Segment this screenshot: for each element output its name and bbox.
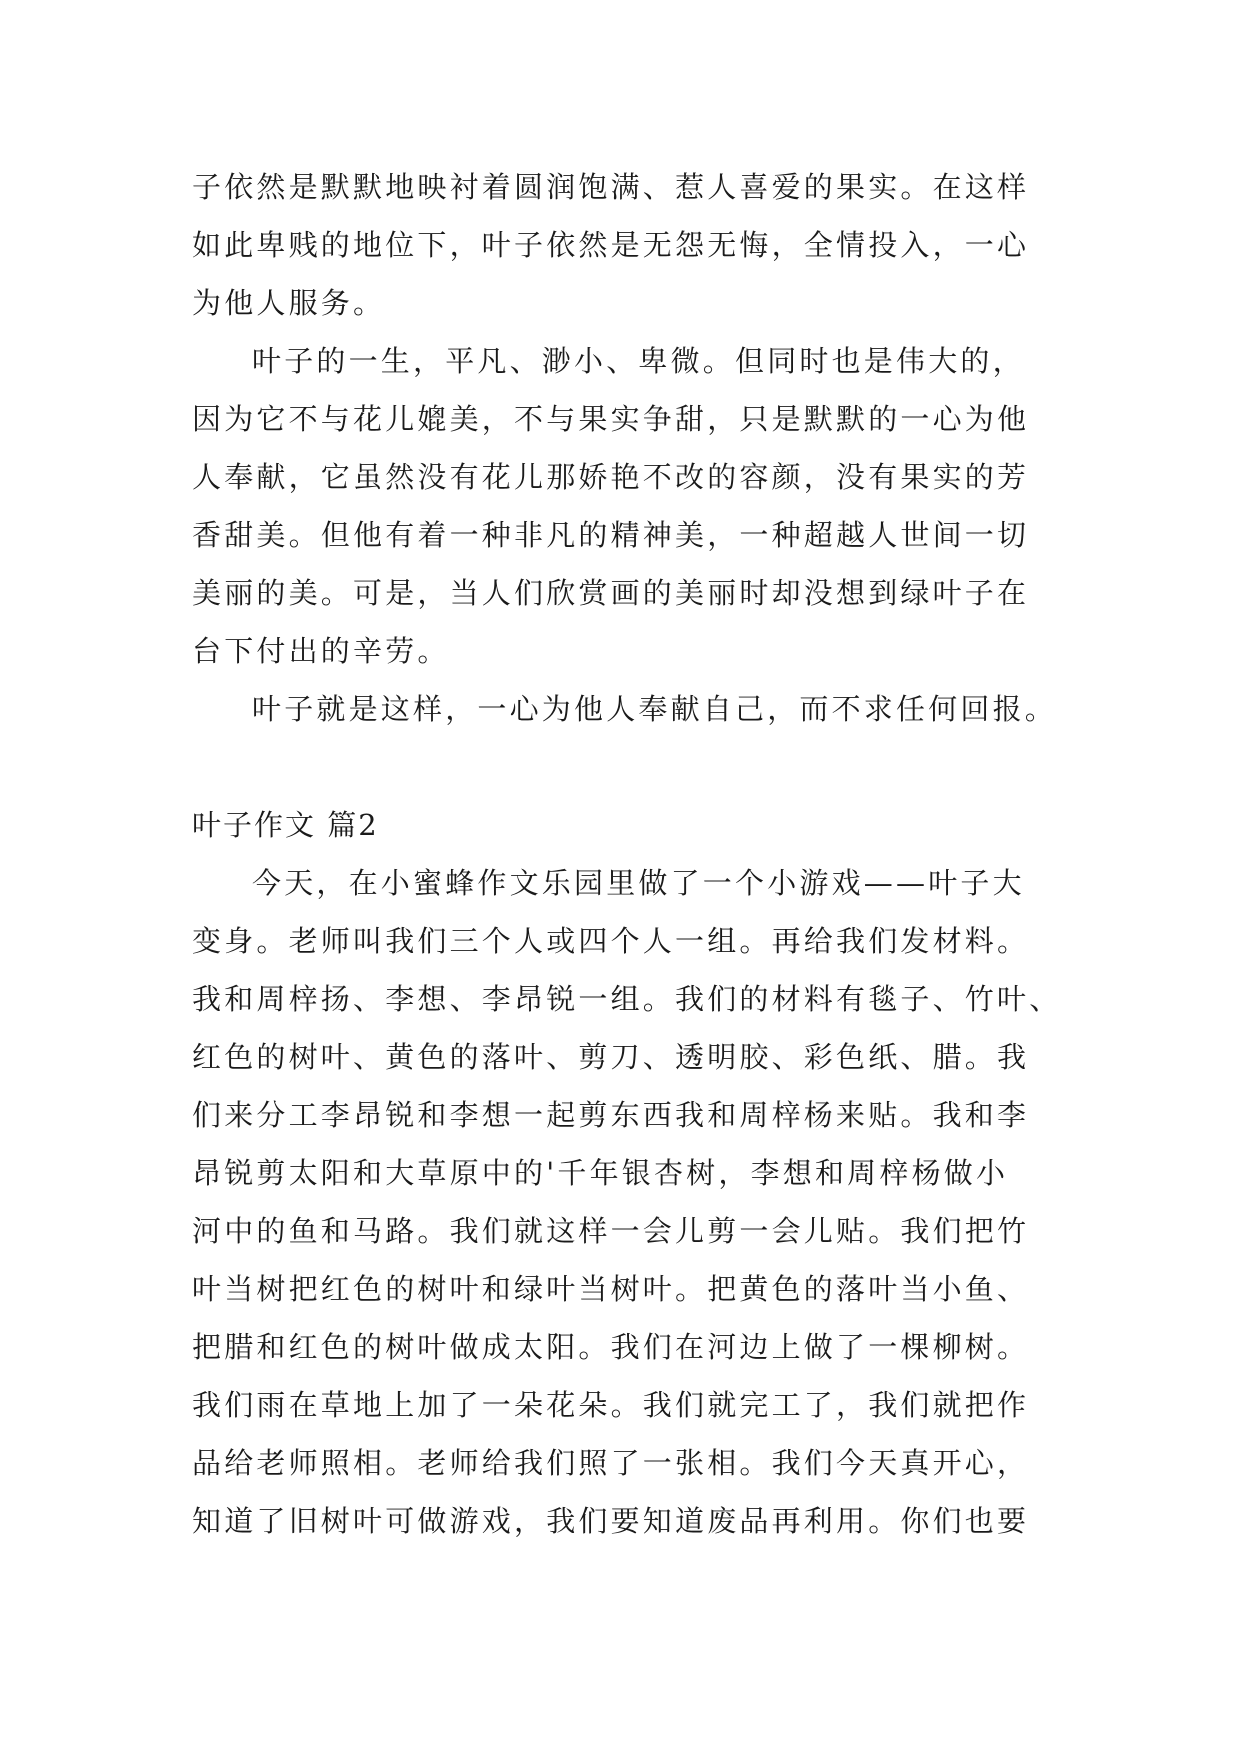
text-line: 品给老师照相。老师给我们照了一张相。我们今天真开心， (192, 1446, 1030, 1480)
text-line: 我和周梓扬、李想、李昂锐一组。我们的材料有毯子、竹叶、 (192, 982, 1062, 1016)
document-body (192, 158, 1062, 1550)
text-line: 为他人服务。 (192, 286, 386, 320)
paragraph-continued (192, 158, 1062, 332)
text-line: 河中的鱼和马路。我们就这样一会儿剪一会儿贴。我们把竹 (192, 1214, 1030, 1248)
text-line: 如此卑贱的地位下，叶子依然是无怨无悔，全情投入，一心 (192, 228, 1030, 262)
text-line: 知道了旧树叶可做游戏，我们要知道废品再利用。你们也要 (192, 1504, 1030, 1538)
text-line: 红色的树叶、黄色的落叶、剪刀、透明胶、彩色纸、腊。我 (192, 1040, 1030, 1074)
text-line: 们来分工李昂锐和李想一起剪东西我和周梓杨来贴。我和李 (192, 1098, 1030, 1132)
text-line: 人奉献，它虽然没有花儿那娇艳不改的容颜，没有果实的芳 (192, 460, 1030, 494)
text-line: 美丽的美。可是，当人们欣赏画的美丽时却没想到绿叶子在 (192, 576, 1030, 610)
section-heading: 叶子作文 篇2 (192, 808, 379, 842)
text-line: 因为它不与花儿媲美，不与果实争甜，只是默默的一心为他 (192, 402, 1030, 436)
paragraph-game (192, 854, 1062, 1550)
text-line: 昂锐剪太阳和大草原中的'千年银杏树，李想和周梓杨做小 (192, 1156, 1009, 1190)
text-line: 今天，在小蜜蜂作文乐园里做了一个小游戏——叶子大 (252, 866, 1025, 900)
text-line: 变身。老师叫我们三个人或四个人一组。再给我们发材料。 (192, 924, 1030, 958)
paragraph-leaf-life (192, 332, 1062, 680)
paragraph-conclusion (192, 680, 1062, 738)
text-line: 子依然是默默地映衬着圆润饱满、惹人喜爱的果实。在这样 (192, 170, 1030, 204)
text-line: 叶子就是这样，一心为他人奉献自己，而不求任何回报。 (252, 692, 1058, 726)
text-line: 香甜美。但他有着一种非凡的精神美，一种超越人世间一切 (192, 518, 1030, 552)
text-line: 叶子的一生，平凡、渺小、卑微。但同时也是伟大的， (252, 344, 1025, 378)
text-line: 台下付出的辛劳。 (192, 634, 450, 668)
text-line: 叶当树把红色的树叶和绿叶当树叶。把黄色的落叶当小鱼、 (192, 1272, 1030, 1306)
blank-line (192, 738, 1062, 796)
text-line: 把腊和红色的树叶做成太阳。我们在河边上做了一棵柳树。 (192, 1330, 1030, 1364)
text-line: 我们雨在草地上加了一朵花朵。我们就完工了，我们就把作 (192, 1388, 1030, 1422)
